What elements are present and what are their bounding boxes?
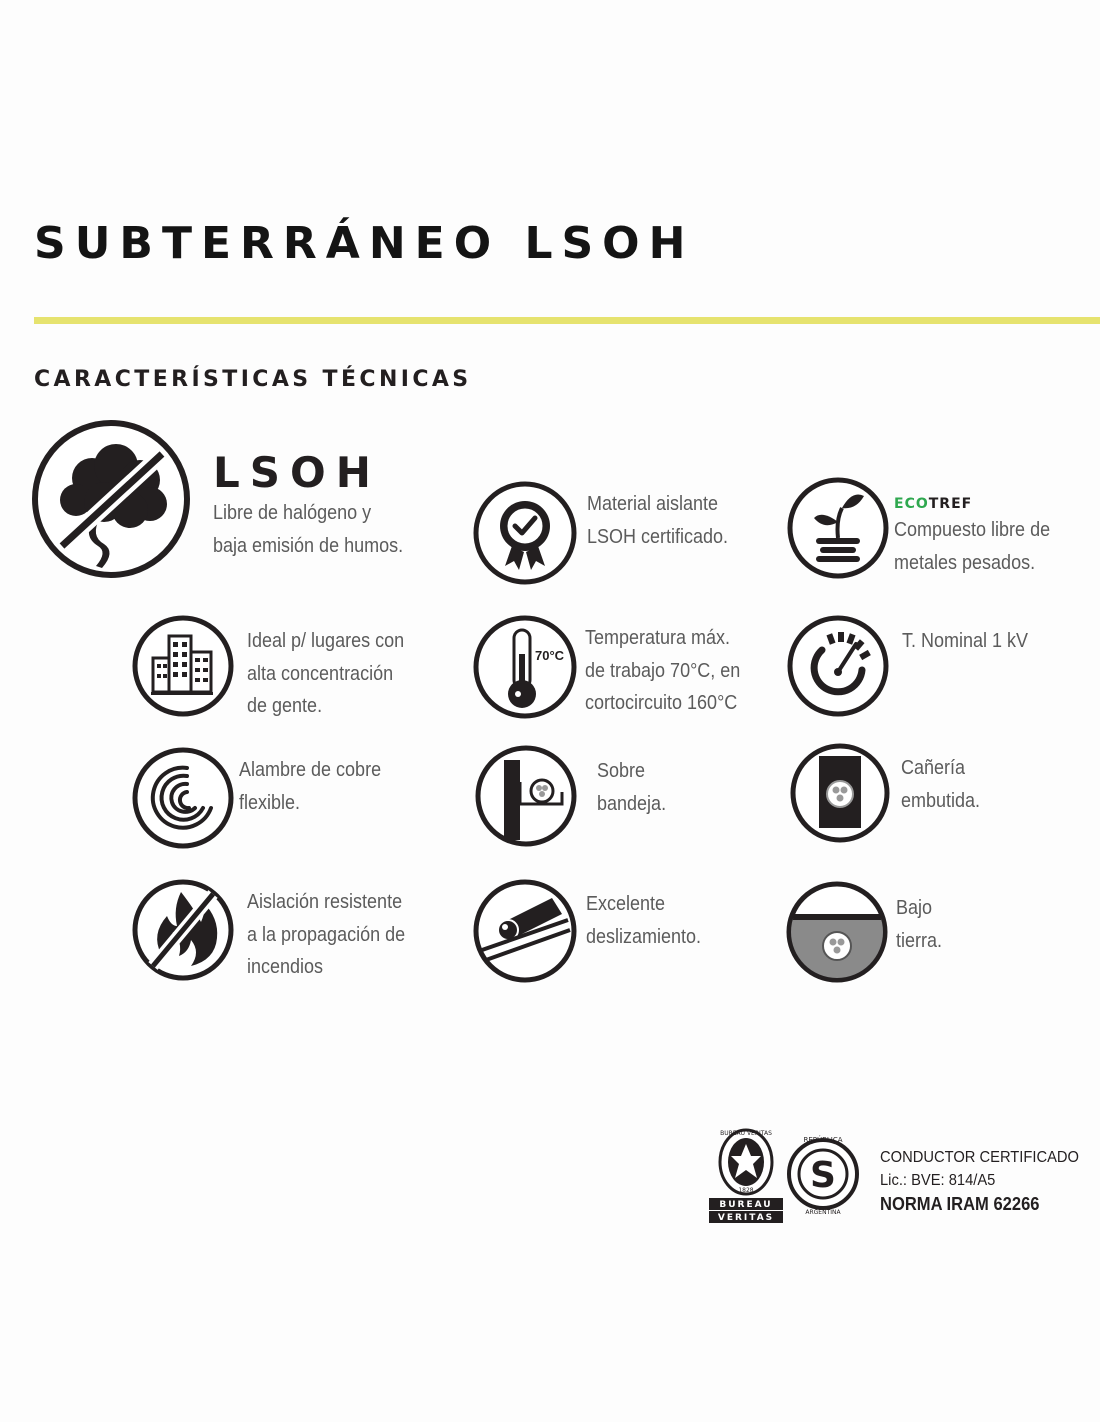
no-smoke-icon [30, 418, 192, 580]
ecotref-logo [894, 496, 972, 512]
thermometer-icon [472, 614, 578, 720]
embedded-conduit-icon [789, 742, 891, 844]
no-fire-icon [131, 878, 235, 982]
ecotref-logo-dark: TREF [928, 496, 973, 512]
cert-line1: CONDUCTOR CERTIFICADO [880, 1149, 1080, 1166]
deslizamiento-description: Excelente deslizamiento. [586, 893, 702, 948]
voltage-description: T. Nominal 1 kV [902, 630, 1029, 652]
ecotref-logo-green: ECO [894, 496, 929, 512]
certified-badge-icon [472, 480, 578, 586]
caneria-description: Cañería embutida. [901, 757, 981, 812]
s-mark-bottom: ARGENTINA [805, 1209, 841, 1216]
temperature-description: Temperatura máx. de trabajo 70°C, en cortocircuito 160°C [585, 627, 741, 714]
buildings-icon [131, 614, 235, 718]
section-subtitle: CARACTERÍSTICAS TÉCNICAS [34, 367, 472, 392]
material-description: Material aislante LSOH certificado. [587, 493, 729, 548]
s-mark-letter: S [810, 1155, 836, 1196]
bv-line2: VERITAS [717, 1213, 775, 1223]
s-mark-top: REPÚBLICA [803, 1136, 843, 1144]
gauge-icon [786, 614, 890, 718]
cert-line3: NORMA IRAM 62266 [880, 1194, 1040, 1214]
page-title: SUBTERRÁNEO LSOH [34, 218, 695, 269]
eco-description: Compuesto libre de metales pesados. [894, 519, 1051, 574]
lsoh-description: Libre de halógeno y baja emisión de humos. [213, 502, 404, 557]
lsoh-heading: LSOH [213, 448, 381, 497]
aislacion-description: Aislación resistente a la propagación de incendios [247, 891, 406, 978]
ideal-description: Ideal p/ lugares con alta concentración de gente. [247, 630, 405, 717]
bv-line1: BUREAU [719, 1200, 773, 1210]
thermometer-badge: 70°C [535, 648, 565, 663]
sliding-cable-icon [472, 878, 578, 984]
bandeja-description: Sobre bandeja. [597, 760, 667, 815]
accent-divider [34, 317, 1100, 324]
cable-tray-icon [474, 744, 578, 848]
bv-year: 1828 [738, 1187, 754, 1194]
bureau-veritas-logo [707, 1126, 785, 1224]
underground-icon [785, 880, 889, 984]
bajo-tierra-description: Bajo tierra. [896, 897, 943, 952]
bv-top-text: BUREAU VERITAS [720, 1130, 772, 1137]
s-mark-logo [785, 1130, 861, 1216]
cert-line2: Lic.: BVE: 814/A5 [880, 1172, 996, 1189]
plant-icon [786, 476, 890, 580]
flexible-wire-icon [131, 746, 235, 850]
alambre-description: Alambre de cobre flexible. [239, 759, 382, 814]
